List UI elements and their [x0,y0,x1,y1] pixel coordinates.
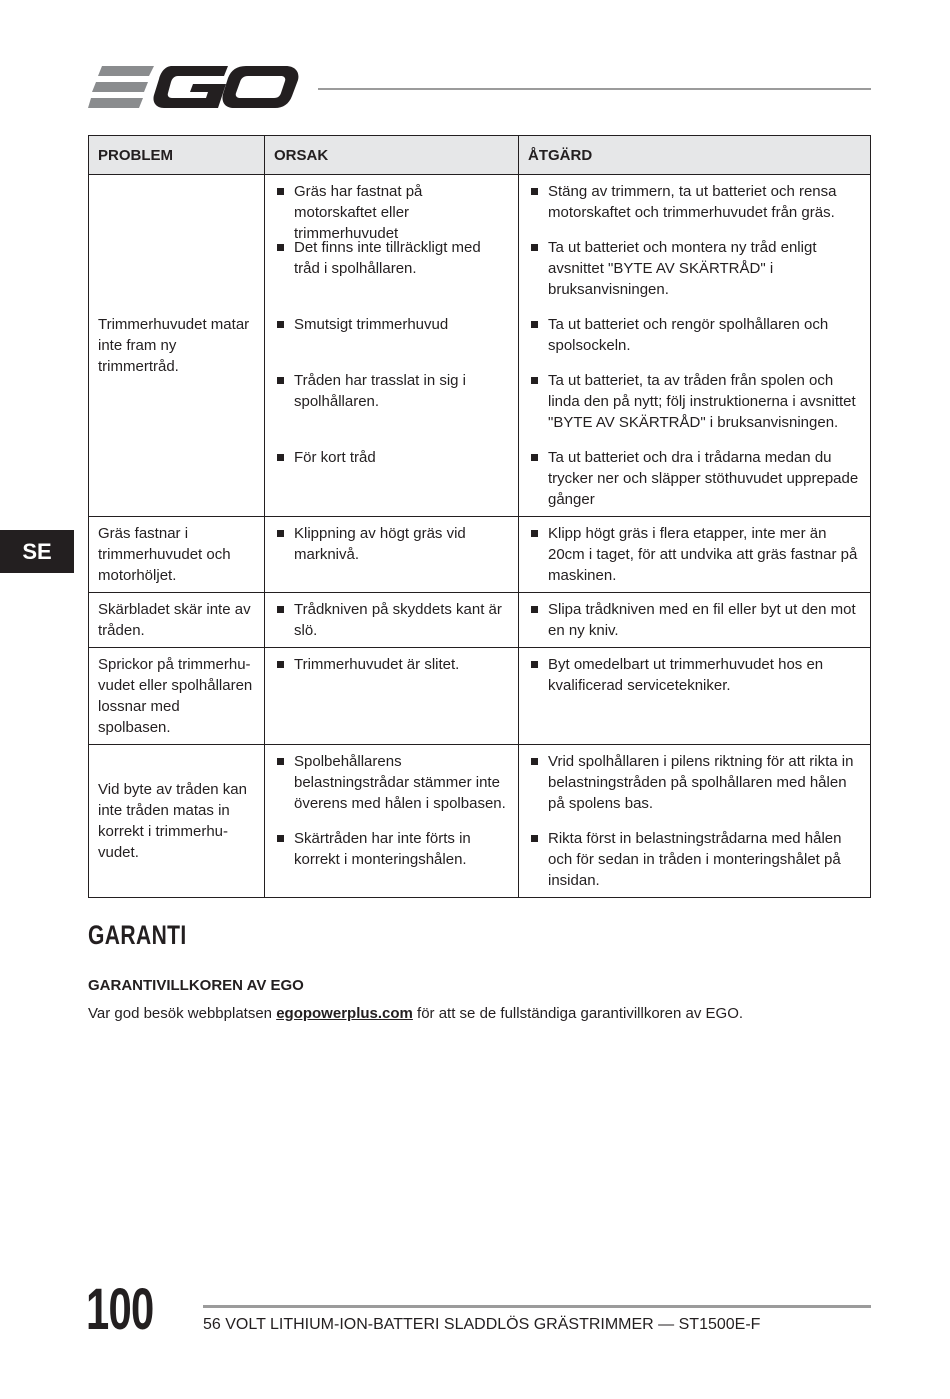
language-tab: SE [0,530,74,573]
header-rule [318,88,871,90]
action-cell [519,593,871,648]
footer-rule [203,1305,871,1308]
cause-cell [265,745,519,898]
list-item: Klippning av högt gräs vid marknivå. [274,523,509,565]
list-item: Ta ut batteriet och rengör spolhållaren och spolsockeln. [528,314,861,370]
list-item: Smutsigt trimmerhuvud [274,314,509,370]
list-item: Stäng av trimmern, ta ut batteriet och rensa motorskaftet och trimmerhuvudet från gräs. [528,181,861,237]
action-cell [519,517,871,593]
cause-cell [265,517,519,593]
list-item: Ta ut batteriet och montera ny tråd enligt avsnittet "BYTE AV SKÄRTRÅD" i bruksanvisningen. [528,237,861,314]
problem-cell: Sprickor på trimmerhu-vudet eller spolhållaren lossnar med spolbasen. [89,648,265,745]
action-cell [519,648,871,745]
list-item: Slipa trådkniven med en fil eller byt ut den mot en ny kniv. [528,599,861,641]
problem-cell: Skärbladet skär inte av tråden. [89,593,265,648]
header-cause: ORSAK [265,136,519,175]
page-number: 100 [86,1277,154,1342]
list-item: Det finns inte tillräckligt med tråd i spolhållaren. [274,237,509,314]
list-item: Vrid spolhållaren i pilens riktning för att rikta in belastningstråden på spolhållaren med hålen på spolens bas. [528,751,861,828]
problem-cell: Gräs fastnar i trimmerhuvudet och motorhöljet. [89,517,265,593]
list-item: Tråden har trasslat in sig i spolhållaren. [274,370,509,447]
list-item: För kort tråd [274,447,509,468]
action-cell [519,745,871,898]
list-item: Ta ut batteriet och dra i trådarna medan du trycker ner och släpper stöthuvudet upprepade gånger [528,447,861,510]
footer-title: 56 VOLT LITHIUM-ION-BATTERI SLADDLÖS GRÄSTRIMMER — ST1500E-F [203,1316,761,1333]
ego-logo [88,62,300,114]
cause-cell [265,648,519,745]
list-item: Trådkniven på skyddets kant är slö. [274,599,509,641]
table-row [89,745,871,898]
section-heading: GARANTI [88,920,187,950]
cause-list [274,751,509,870]
cause-cell [265,175,519,517]
warranty-link[interactable]: egopowerplus.com [276,1005,413,1022]
list-item: Ta ut batteriet, ta av tråden från spolen och linda den på nytt; följ instruktionerna i avsnittet "BYTE AV SKÄRTRÅD" i bruksanvisningen. [528,370,861,447]
sub-heading: GARANTIVILLKOREN AV EGO [88,977,304,994]
action-list [528,181,861,510]
header-action: ÅTGÄRD [519,136,871,175]
list-item: Klipp högt gräs i flera etapper, inte mer än 20cm i taget, för att undvika att gräs fastnar på maskinen. [528,523,861,586]
warranty-text [88,1005,743,1022]
table-row [89,517,871,593]
table-header-row [89,136,871,175]
cause-list [274,181,509,468]
list-item: Gräs har fastnat på motorskaftet eller trimmerhuvudet [274,181,509,237]
action-list [528,751,861,891]
list-item: Spolbehållarens belastningstrådar stämmer inte överens med hålen i spolbasen. [274,751,509,828]
cause-cell [265,593,519,648]
list-item: Byt omedelbart ut trimmerhuvudet hos en kvalificerad servicetekniker. [528,654,861,696]
table-row [89,593,871,648]
list-item: Skärtråden har inte förts in korrekt i monteringshålen. [274,828,509,870]
troubleshooting-table [88,135,871,898]
warranty-text-end: för att se de fullständiga garantivillkoren av EGO. [412,1005,744,1022]
table-row [89,175,871,517]
warranty-text-start: Var god besök webbplatsen [88,1005,277,1022]
header-problem: PROBLEM [89,136,265,175]
table-row [89,648,871,745]
list-item: Trimmerhuvudet är slitet. [274,654,509,675]
problem-cell: Trimmerhuvudet matar inte fram ny trimmertråd. [89,175,265,517]
list-item: Rikta först in belastningstrådarna med hålen och för sedan in tråden i monteringshålet på insidan. [528,828,861,891]
problem-cell: Vid byte av tråden kan inte tråden matas in korrekt i trimmerhu-vudet. [89,745,265,898]
action-cell [519,175,871,517]
